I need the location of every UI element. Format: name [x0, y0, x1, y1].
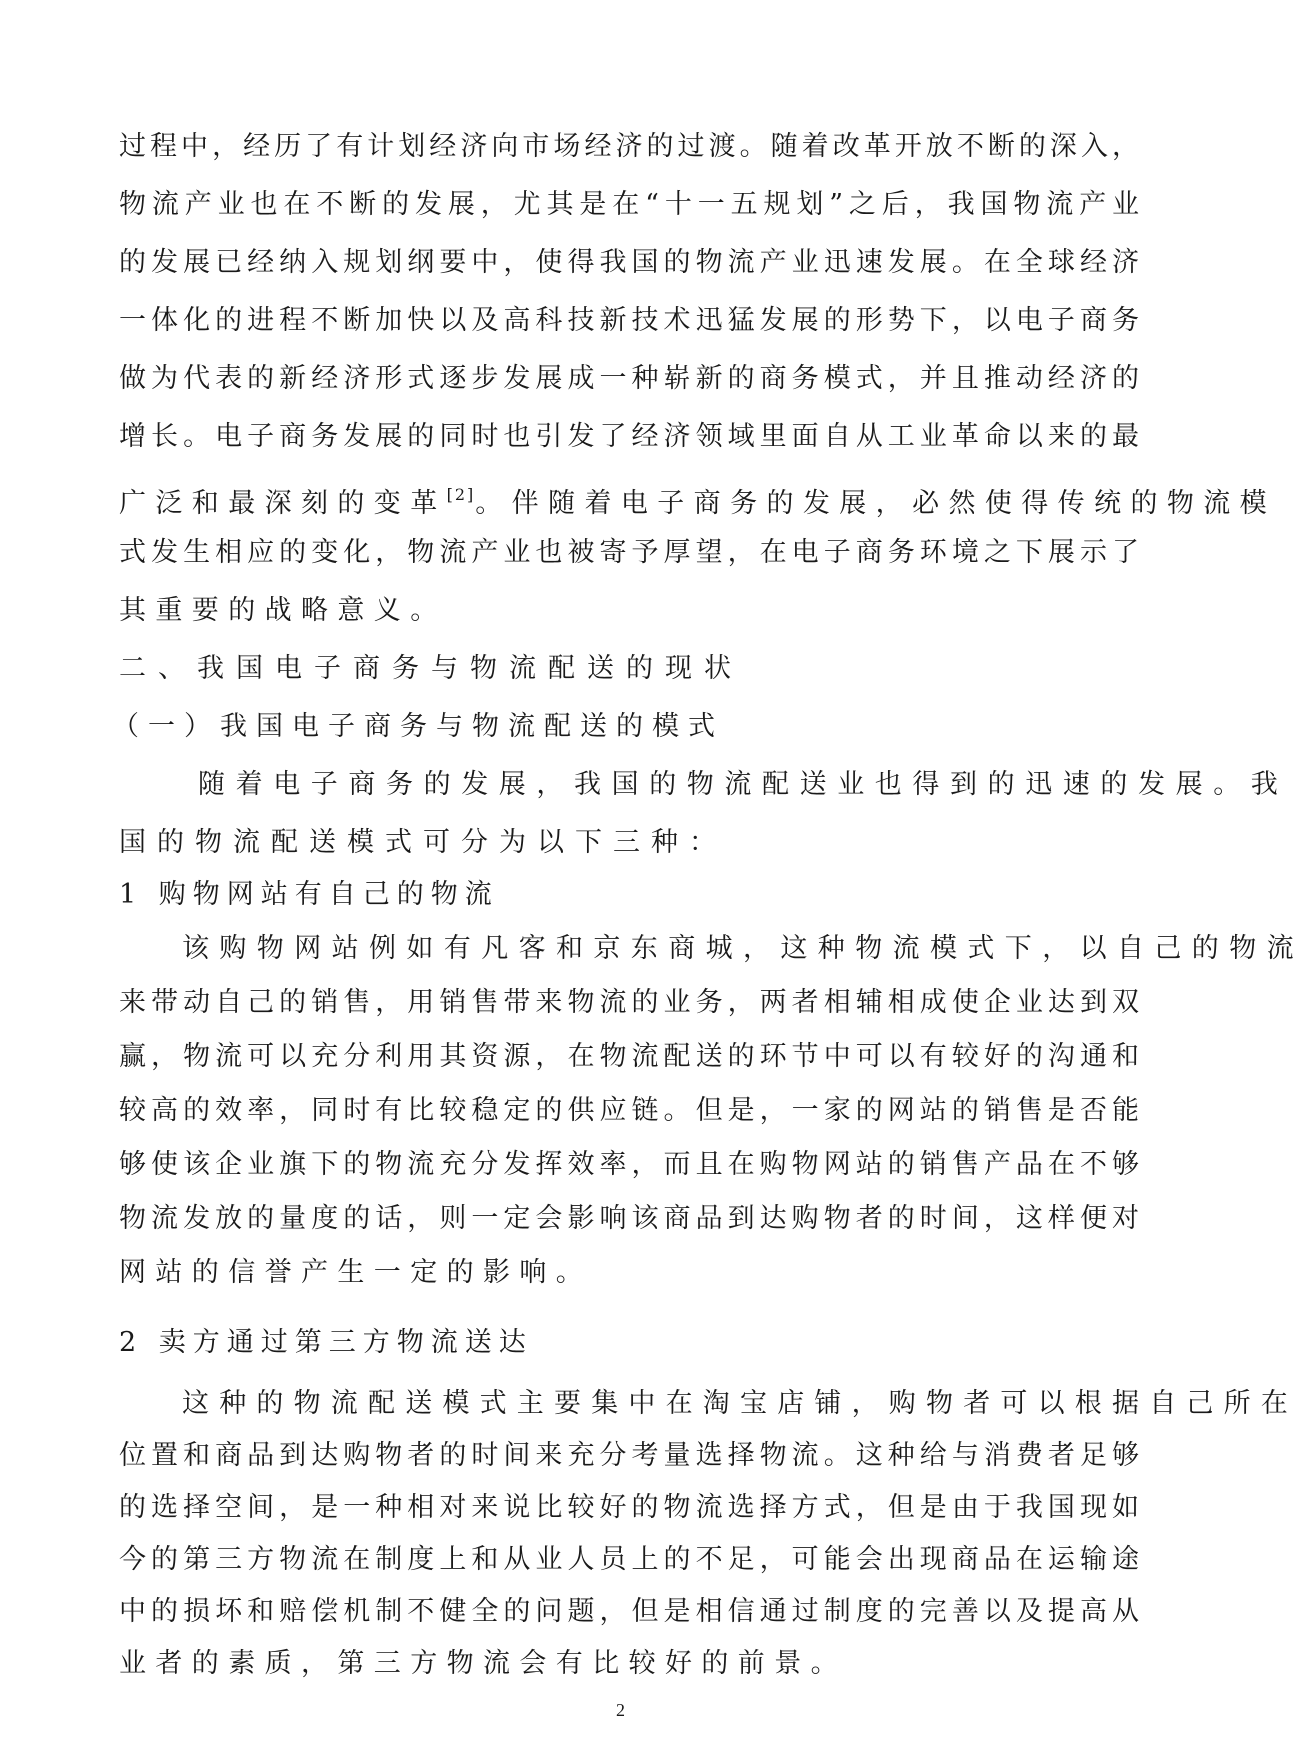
text-line: 随着电子商务的发展，我国的物流配送业也得到的迅速的发展。我 — [198, 769, 1289, 800]
citation-marker: [2] — [446, 485, 476, 504]
text-line: 这种的物流配送模式主要集中在淘宝店铺，购物者可以根据自己所在 — [182, 1388, 1298, 1419]
text-line: 物流产业也在不断的发展，尤其是在“十一五规划”之后，我国物流产业 — [119, 189, 1139, 220]
text-segment: 广泛和最深刻的变革 — [119, 488, 447, 519]
text-line: 物流发放的量度的话，则一定会影响该商品到达购物者的时间，这样便对 — [119, 1203, 1139, 1234]
text-line: 较高的效率，同时有比较稳定的供应链。但是，一家的网站的销售是否能 — [119, 1095, 1139, 1126]
text-line: 中的损坏和赔偿机制不健全的问题，但是相信通过制度的完善以及提高从 — [119, 1596, 1139, 1627]
text-line: 一体化的进程不断加快以及高科技新技术迅猛发展的形势下，以电子商务 — [119, 305, 1139, 336]
text-segment: 。伴随着电子商务的发展，必然使得传统的物流模 — [475, 488, 1277, 519]
text-line: 的选择空间，是一种相对来说比较好的物流选择方式，但是由于我国现如 — [119, 1492, 1139, 1523]
text-line: 位置和商品到达购物者的时间来充分考量选择物流。这种给与消费者足够 — [119, 1440, 1139, 1471]
text-line: 过程中，经历了有计划经济向市场经济的过渡。随着改革开放不断的深入， — [119, 131, 1139, 162]
section-heading: 二、我国电子商务与物流配送的现状 — [119, 653, 743, 684]
page-number: 2 — [616, 1700, 625, 1720]
text-line-with-citation — [119, 466, 1277, 524]
item-heading: 1 购物网站有自己的物流 — [119, 879, 499, 910]
text-line: 够使该企业旗下的物流充分发挥效率，而且在购物网站的销售产品在不够 — [119, 1149, 1139, 1180]
text-line: 今的第三方物流在制度上和从业人员上的不足，可能会出现商品在运输途 — [119, 1544, 1139, 1575]
item-heading: 2 卖方通过第三方物流送达 — [119, 1327, 533, 1358]
text-line: 来带动自己的销售，用销售带来物流的业务，两者相辅相成使企业达到双 — [119, 987, 1139, 1018]
text-line: 国的物流配送模式可分为以下三种： — [119, 827, 727, 858]
text-line: 业者的素质，第三方物流会有比较好的前景。 — [119, 1648, 847, 1679]
text-line: 增长。电子商务发展的同时也引发了经济领域里面自从工业革命以来的最 — [119, 421, 1139, 452]
text-line: 做为代表的新经济形式逐步发展成一种崭新的商务模式，并且推动经济的 — [119, 363, 1139, 394]
text-line: 式发生相应的变化，物流产业也被寄予厚望，在电子商务环境之下展示了 — [119, 537, 1139, 568]
text-line: 其重要的战略意义。 — [119, 595, 447, 626]
subsection-heading: （一）我国电子商务与物流配送的模式 — [112, 711, 724, 742]
text-line: 网站的信誉产生一定的影响。 — [119, 1257, 593, 1288]
text-line: 赢，物流可以充分利用其资源，在物流配送的环节中可以有较好的沟通和 — [119, 1041, 1139, 1072]
text-line: 的发展已经纳入规划纲要中，使得我国的物流产业迅速发展。在全球经济 — [119, 247, 1139, 278]
text-line: 该购物网站例如有凡客和京东商城，这种物流模式下，以自己的物流 — [182, 933, 1304, 964]
